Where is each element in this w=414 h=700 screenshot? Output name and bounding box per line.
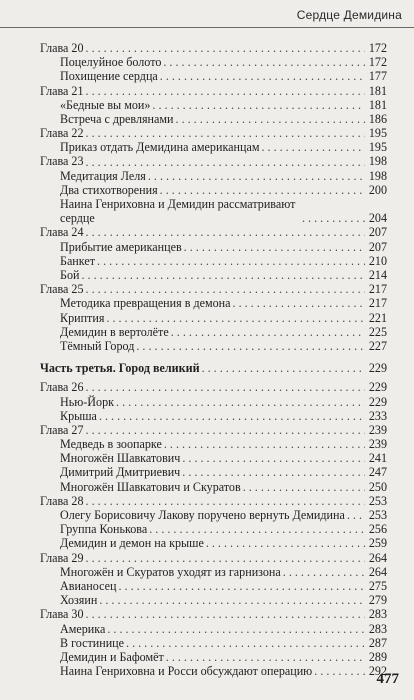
entry-page-number: 253 (368, 493, 387, 508)
entry-page-number: 227 (368, 338, 387, 353)
dot-leader (86, 225, 365, 239)
toc-section-entry (40, 183, 387, 197)
dot-leader (314, 664, 365, 678)
toc-section-entry (40, 409, 387, 423)
dot-leader (149, 522, 365, 536)
entry-title: Авианосец (60, 578, 117, 593)
toc-section-entry (40, 579, 387, 593)
toc-section-entry (40, 69, 387, 83)
dot-leader (164, 437, 365, 451)
toc-section-entry (40, 197, 387, 225)
running-head: Сердце Демидина (296, 8, 402, 22)
toc-chapter-entry (40, 41, 387, 55)
dot-leader (136, 339, 365, 353)
toc-section-entry (40, 268, 387, 282)
dot-leader (160, 183, 365, 197)
entry-title: Глава 25 (40, 282, 84, 297)
part-spacer (40, 353, 387, 361)
header-rule (0, 27, 414, 28)
entry-title: Нью-Йорк (60, 394, 115, 409)
toc-chapter-entry (40, 84, 387, 98)
entry-page-number: 253 (368, 508, 387, 523)
entry-page-number: 250 (368, 479, 387, 494)
entry-title: Поцелуйное болото (60, 55, 162, 70)
entry-title: Многожён и Скуратов уходят из гарнизона (60, 564, 281, 579)
entry-title: Два стихотворения (60, 182, 158, 197)
dot-leader (97, 254, 365, 268)
toc-section-entry (40, 508, 387, 522)
entry-title: Демидин в вертолёте (60, 324, 169, 339)
toc-section-entry (40, 536, 387, 550)
entry-title: Прибытие американцев (60, 239, 182, 254)
entry-title: Глава 20 (40, 40, 84, 55)
entry-title: Глава 27 (40, 422, 84, 437)
entry-title: Хозяин (60, 593, 98, 608)
toc-section-entry (40, 98, 387, 112)
entry-page-number: 172 (368, 55, 387, 70)
toc-section-entry (40, 593, 387, 607)
entry-title: Многожён Шавкатович (60, 451, 181, 466)
dot-leader (152, 98, 365, 112)
dot-leader (182, 451, 365, 465)
dot-leader (126, 636, 365, 650)
entry-page-number: 181 (368, 83, 387, 98)
dot-leader (206, 536, 365, 550)
toc-section-entry (40, 296, 387, 310)
entry-page-number: 229 (368, 394, 387, 409)
entry-page-number: 229 (368, 380, 387, 395)
entry-page-number: 186 (368, 111, 387, 126)
dot-leader (99, 409, 365, 423)
dot-leader (233, 296, 365, 310)
entry-page-number: 217 (368, 296, 387, 311)
entry-page-number: 198 (368, 154, 387, 169)
entry-title: Демидин и демон на крыше (60, 536, 204, 551)
toc-section-entry (40, 395, 387, 409)
toc-chapter-entry (40, 607, 387, 621)
entry-title: Америка (60, 621, 106, 636)
entry-title: Демидин и Бафомёт (60, 649, 164, 664)
entry-title: В гостинице (60, 635, 125, 650)
dot-leader (86, 607, 365, 621)
entry-title: Глава 29 (40, 550, 84, 565)
entry-page-number: 264 (368, 550, 387, 565)
toc-section-entry (40, 636, 387, 650)
entry-page-number: 217 (368, 282, 387, 297)
entry-title: Тёмный Город (60, 338, 135, 353)
entry-title: Банкет (60, 253, 96, 268)
toc-chapter-entry (40, 494, 387, 508)
entry-page-number: 283 (368, 607, 387, 622)
dot-leader (163, 55, 365, 69)
entry-title: Криптия (60, 310, 105, 325)
toc-chapter-entry (40, 126, 387, 140)
entry-page-number: 200 (368, 182, 387, 197)
dot-leader (166, 650, 365, 664)
dot-leader (202, 361, 365, 375)
dot-leader (171, 325, 365, 339)
entry-title: Димитрий Дмитриевич (60, 465, 181, 480)
dot-leader (182, 465, 365, 479)
dot-leader (261, 140, 365, 154)
part-page-number: 229 (368, 361, 387, 376)
entry-page-number: 256 (368, 522, 387, 537)
dot-leader (283, 565, 365, 579)
entry-title: Группа Конькова (60, 522, 148, 537)
entry-page-number: 177 (368, 69, 387, 84)
toc-section-entry (40, 311, 387, 325)
dot-leader (86, 551, 365, 565)
dot-leader (86, 155, 365, 169)
entry-page-number: 239 (368, 437, 387, 452)
toc-section-entry (40, 437, 387, 451)
entry-page-number: 292 (368, 664, 387, 679)
toc-part-heading (40, 361, 387, 375)
part-title: Часть третья. Город великий (40, 361, 200, 376)
entry-page-number: 195 (368, 140, 387, 155)
entry-title: Многожён Шавкатович и Скуратов (60, 479, 241, 494)
entry-page-number: 283 (368, 621, 387, 636)
entry-title: Медитация Леля (60, 168, 146, 183)
dot-leader (116, 395, 365, 409)
entry-page-number: 287 (368, 635, 387, 650)
entry-page-number: 172 (368, 40, 387, 55)
toc-chapter-entry (40, 225, 387, 239)
entry-title: Глава 26 (40, 380, 84, 395)
dot-leader (243, 480, 365, 494)
toc-section-entry (40, 254, 387, 268)
dot-leader (118, 579, 365, 593)
entry-page-number: 207 (368, 225, 387, 240)
entry-page-number: 225 (368, 324, 387, 339)
dot-leader (347, 508, 365, 522)
dot-leader (81, 268, 365, 282)
entry-page-number: 264 (368, 564, 387, 579)
entry-page-number: 195 (368, 126, 387, 141)
dot-leader (86, 84, 365, 98)
toc-section-entry (40, 112, 387, 126)
dot-leader (99, 593, 365, 607)
toc-section-entry (40, 664, 387, 678)
toc-chapter-entry (40, 380, 387, 394)
entry-title: Медведь в зоопарке (60, 437, 162, 452)
table-of-contents (40, 41, 387, 678)
toc-section-entry (40, 240, 387, 254)
entry-page-number: 275 (368, 578, 387, 593)
entry-title: Похищение сердца (60, 69, 158, 84)
toc-section-entry (40, 55, 387, 69)
entry-title: «Бедные вы мои» (60, 97, 151, 112)
dot-leader (302, 211, 365, 225)
dot-leader (176, 112, 365, 126)
entry-page-number: 239 (368, 422, 387, 437)
toc-chapter-entry (40, 155, 387, 169)
toc-block-part-two-end (40, 41, 387, 353)
entry-page-number: 210 (368, 253, 387, 268)
dot-leader (86, 494, 365, 508)
toc-section-entry (40, 140, 387, 154)
entry-page-number: 233 (368, 408, 387, 423)
toc-section-entry (40, 451, 387, 465)
entry-title: Крыша (60, 408, 97, 423)
entry-page-number: 214 (368, 268, 387, 283)
entry-page-number: 221 (368, 310, 387, 325)
entry-title: Наина Генриховна и Росси обсуждают операцию (60, 664, 313, 679)
entry-title: Олегу Борисовичу Лакову поручено вернуть Демидина (60, 508, 345, 523)
entry-title: Бой (60, 268, 80, 283)
entry-page-number: 289 (368, 649, 387, 664)
toc-chapter-entry (40, 551, 387, 565)
entry-title: Приказ отдать Демидина американцам (60, 140, 260, 155)
toc-section-entry (40, 522, 387, 536)
dot-leader (148, 169, 365, 183)
entry-title: Глава 21 (40, 83, 84, 98)
entry-page-number: 279 (368, 593, 387, 608)
entry-page-number: 204 (368, 211, 387, 226)
entry-page-number: 259 (368, 536, 387, 551)
dot-leader (86, 282, 365, 296)
entry-title: Глава 30 (40, 607, 84, 622)
entry-page-number: 247 (368, 465, 387, 480)
dot-leader (160, 69, 365, 83)
dot-leader (86, 380, 365, 394)
toc-section-entry (40, 622, 387, 636)
entry-title: Глава 22 (40, 126, 84, 141)
toc-chapter-entry (40, 282, 387, 296)
entry-page-number: 207 (368, 239, 387, 254)
dot-leader (184, 240, 365, 254)
toc-section-entry (40, 169, 387, 183)
entry-page-number: 181 (368, 97, 387, 112)
entry-title: Встреча с древлянами (60, 111, 174, 126)
toc-section-entry (40, 339, 387, 353)
dot-leader (107, 622, 365, 636)
entry-title: Глава 28 (40, 493, 84, 508)
toc-section-entry (40, 465, 387, 479)
entry-title: Методика превращения в демона (60, 296, 231, 311)
toc-section-entry (40, 565, 387, 579)
toc-section-entry (40, 650, 387, 664)
toc-block-part-three (40, 380, 387, 678)
toc-section-entry (40, 480, 387, 494)
entry-page-number: 241 (368, 451, 387, 466)
toc-chapter-entry (40, 423, 387, 437)
entry-page-number: 198 (368, 168, 387, 183)
dot-leader (86, 41, 365, 55)
entry-title: Глава 23 (40, 154, 84, 169)
entry-title: Глава 24 (40, 225, 84, 240)
dot-leader (86, 126, 365, 140)
dot-leader (86, 423, 365, 437)
page-number: 477 (376, 671, 399, 687)
dot-leader (106, 311, 365, 325)
entry-title: Наина Генриховна и Демидин рассматривают сердце (60, 197, 296, 226)
toc-section-entry (40, 325, 387, 339)
